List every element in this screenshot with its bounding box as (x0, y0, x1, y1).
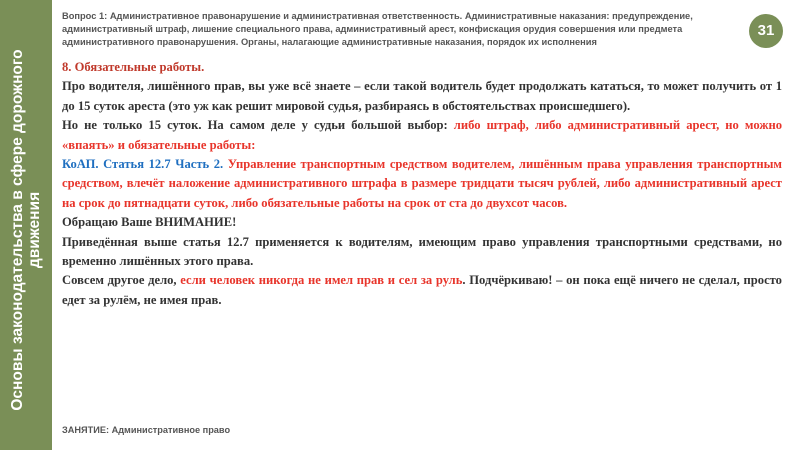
law-text: Управление транспортным средством водителем, лишённым права управления транспортным средством, влечёт наложение административного штрафа в размере тридцати тысяч рублей, либо административный арест на срок до пятнадцати суток, либо обязательные работы на срок от ста до двухсот часов. (62, 157, 782, 210)
paragraph-5: Приведённая выше статья 12.7 применяется к водителям, имеющим право управления транспортными средствами, но временно лишённых этого права. (62, 234, 782, 269)
paragraph-6 (62, 271, 782, 310)
law-reference: КоАП. Статья 12.7 Часть 2. (62, 157, 228, 172)
paragraph-1: Про водителя, лишённого прав, вы уже всё знаете – если такой водитель будет продолжать кататься, то может получить от 1 до 15 суток ареста (это уж как решит мировой судья, разбираясь в обстоятельствах происшедшего). (62, 79, 782, 113)
slide-content (62, 58, 782, 310)
sidebar (0, 0, 52, 450)
paragraph-6-plain-b: . Подчёркиваю! – он пока ещё ничего не сделал, просто едет за рулём, не имея прав. (62, 273, 782, 307)
paragraph-2-plain: Но не только 15 суток. На самом деле у судьи большой выбор: (62, 118, 454, 133)
attention-line: Обращаю Ваше ВНИМАНИЕ! (62, 215, 237, 230)
slide-header: Вопрос 1: Административное правонарушение и административная ответственность. Административные наказания: предупреждение, административный штраф, лишение специального права, административный арест, конфискация орудия совершения или предмета административного правонарушения. Органы, налагающие административные наказания, порядок их исполнения (62, 11, 693, 47)
slide-number-badge: 31 (749, 14, 783, 48)
slide-footer: ЗАНЯТИЕ: Административное право (62, 425, 231, 435)
paragraph-3 (62, 155, 782, 213)
sidebar-title: Основы законодательства в сфере дорожного движения (9, 49, 43, 411)
paragraph-6-highlight: если человек никогда не имел прав и сел за руль (180, 273, 463, 288)
section-heading (62, 58, 782, 77)
paragraph-6-plain-a: Совсем другое дело, (62, 273, 181, 288)
paragraph-2-highlight: либо штраф, либо административный арест, но можно «впаять» и обязательные работы: (62, 118, 782, 152)
section-heading-text: 8. Обязательные работы. (62, 60, 205, 74)
paragraph-2 (62, 116, 782, 155)
